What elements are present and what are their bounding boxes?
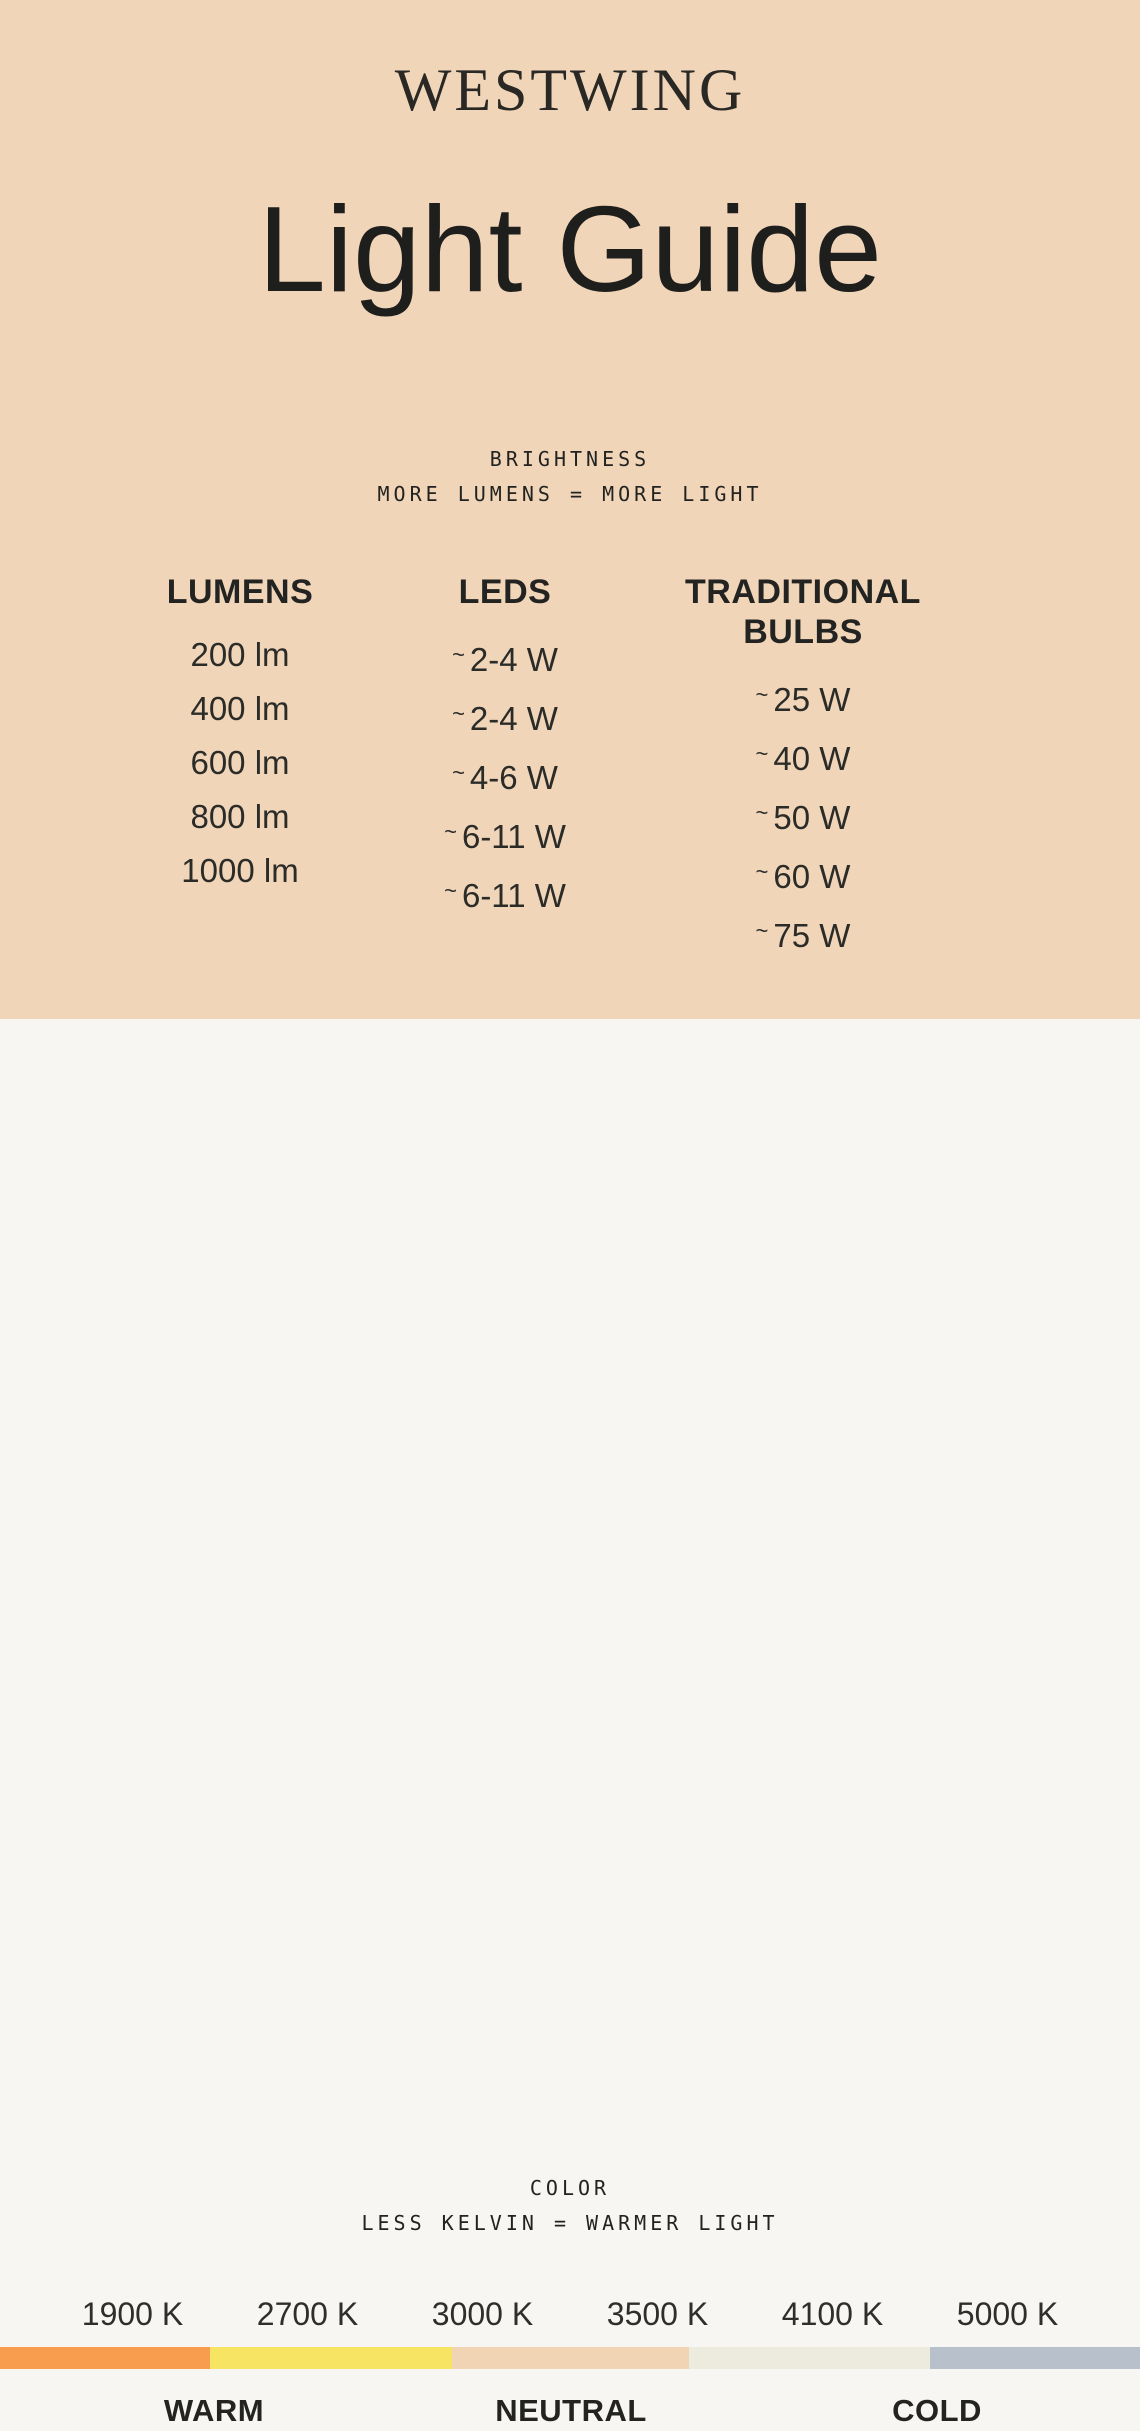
approx-symbol: ~	[755, 741, 769, 766]
table-cell	[350, 864, 660, 923]
column-values-leds	[350, 628, 660, 923]
table-cell	[648, 668, 958, 727]
table-cell	[350, 687, 660, 746]
table-cell: 1000 lm	[181, 852, 299, 889]
kelvin-label: 5000 K	[956, 2296, 1059, 2332]
approx-symbol: ~	[755, 800, 769, 825]
approx-symbol: ~	[452, 701, 465, 726]
approx-symbol: ~	[452, 642, 465, 667]
color-temperature-scale-bar	[0, 2347, 1140, 2369]
bulb-watt-value: 25 W	[773, 681, 851, 718]
scale-segment-neutral-peach	[452, 2347, 689, 2369]
table-cell	[350, 628, 660, 687]
led-watt-value: 4-6 W	[469, 759, 558, 796]
approx-symbol: ~	[444, 878, 457, 903]
kelvin-labels-row	[0, 2294, 1140, 2334]
color-heading: COLOR	[529, 2176, 611, 2200]
table-column-lumens	[85, 572, 395, 898]
brightness-section	[0, 0, 1140, 1019]
scale-segment-warm-orange	[0, 2347, 210, 2369]
column-header-leds: LEDS	[458, 573, 552, 611]
column-header-lumens: LUMENS	[166, 573, 314, 611]
brightness-heading: BRIGHTNESS	[489, 447, 651, 471]
temperature-label-cold: COLD	[892, 2393, 982, 2428]
brightness-subheading: MORE LUMENS = MORE LIGHT	[377, 482, 763, 506]
brand-logo: WESTWING	[394, 57, 746, 123]
scale-segment-cold-gray	[930, 2347, 1140, 2369]
bulb-watt-value: 75 W	[773, 917, 851, 954]
table-cell	[648, 786, 958, 845]
brightness-heading-block	[0, 442, 1140, 512]
table-cell	[350, 746, 660, 805]
table-cell	[648, 904, 958, 963]
approx-symbol: ~	[755, 918, 769, 943]
table-cell	[350, 805, 660, 864]
color-section	[0, 1019, 1140, 2428]
led-watt-value: 6-11 W	[461, 818, 566, 855]
scale-segment-warm-yellow	[210, 2347, 452, 2369]
scale-segment-neutral-cream	[689, 2347, 930, 2369]
bulb-watt-value: 60 W	[773, 858, 851, 895]
led-watt-value: 6-11 W	[461, 877, 566, 914]
table-cell	[648, 727, 958, 786]
kelvin-label: 4100 K	[781, 2296, 884, 2332]
column-values-lumens	[85, 628, 395, 898]
approx-symbol: ~	[755, 859, 769, 884]
kelvin-label: 3000 K	[431, 2296, 534, 2332]
temperature-label-neutral: NEUTRAL	[495, 2393, 647, 2428]
approx-symbol: ~	[444, 819, 457, 844]
column-header-traditional-bulbs: TRADITIONAL BULBS	[685, 573, 921, 651]
table-column-leds	[350, 572, 660, 923]
led-watt-value: 2-4 W	[469, 700, 558, 737]
bulb-watt-value: 40 W	[773, 740, 851, 777]
table-cell: 800 lm	[190, 798, 290, 835]
column-values-traditional-bulbs	[648, 668, 958, 963]
table-cell	[648, 845, 958, 904]
led-watt-value: 2-4 W	[469, 641, 558, 678]
temperature-label-warm: WARM	[163, 2393, 265, 2428]
page-title: Light Guide	[258, 181, 882, 317]
approx-symbol: ~	[452, 760, 465, 785]
kelvin-label: 1900 K	[81, 2296, 184, 2332]
bulb-watt-value: 50 W	[773, 799, 851, 836]
approx-symbol: ~	[755, 682, 769, 707]
kelvin-label: 2700 K	[256, 2296, 359, 2332]
table-cell: 200 lm	[190, 636, 290, 673]
table-column-traditional-bulbs	[648, 572, 958, 963]
color-subheading: LESS KELVIN = WARMER LIGHT	[361, 2211, 779, 2235]
color-heading-block	[0, 2171, 1140, 2241]
table-cell: 600 lm	[190, 744, 290, 781]
table-cell: 400 lm	[190, 690, 290, 727]
kelvin-label: 3500 K	[606, 2296, 709, 2332]
